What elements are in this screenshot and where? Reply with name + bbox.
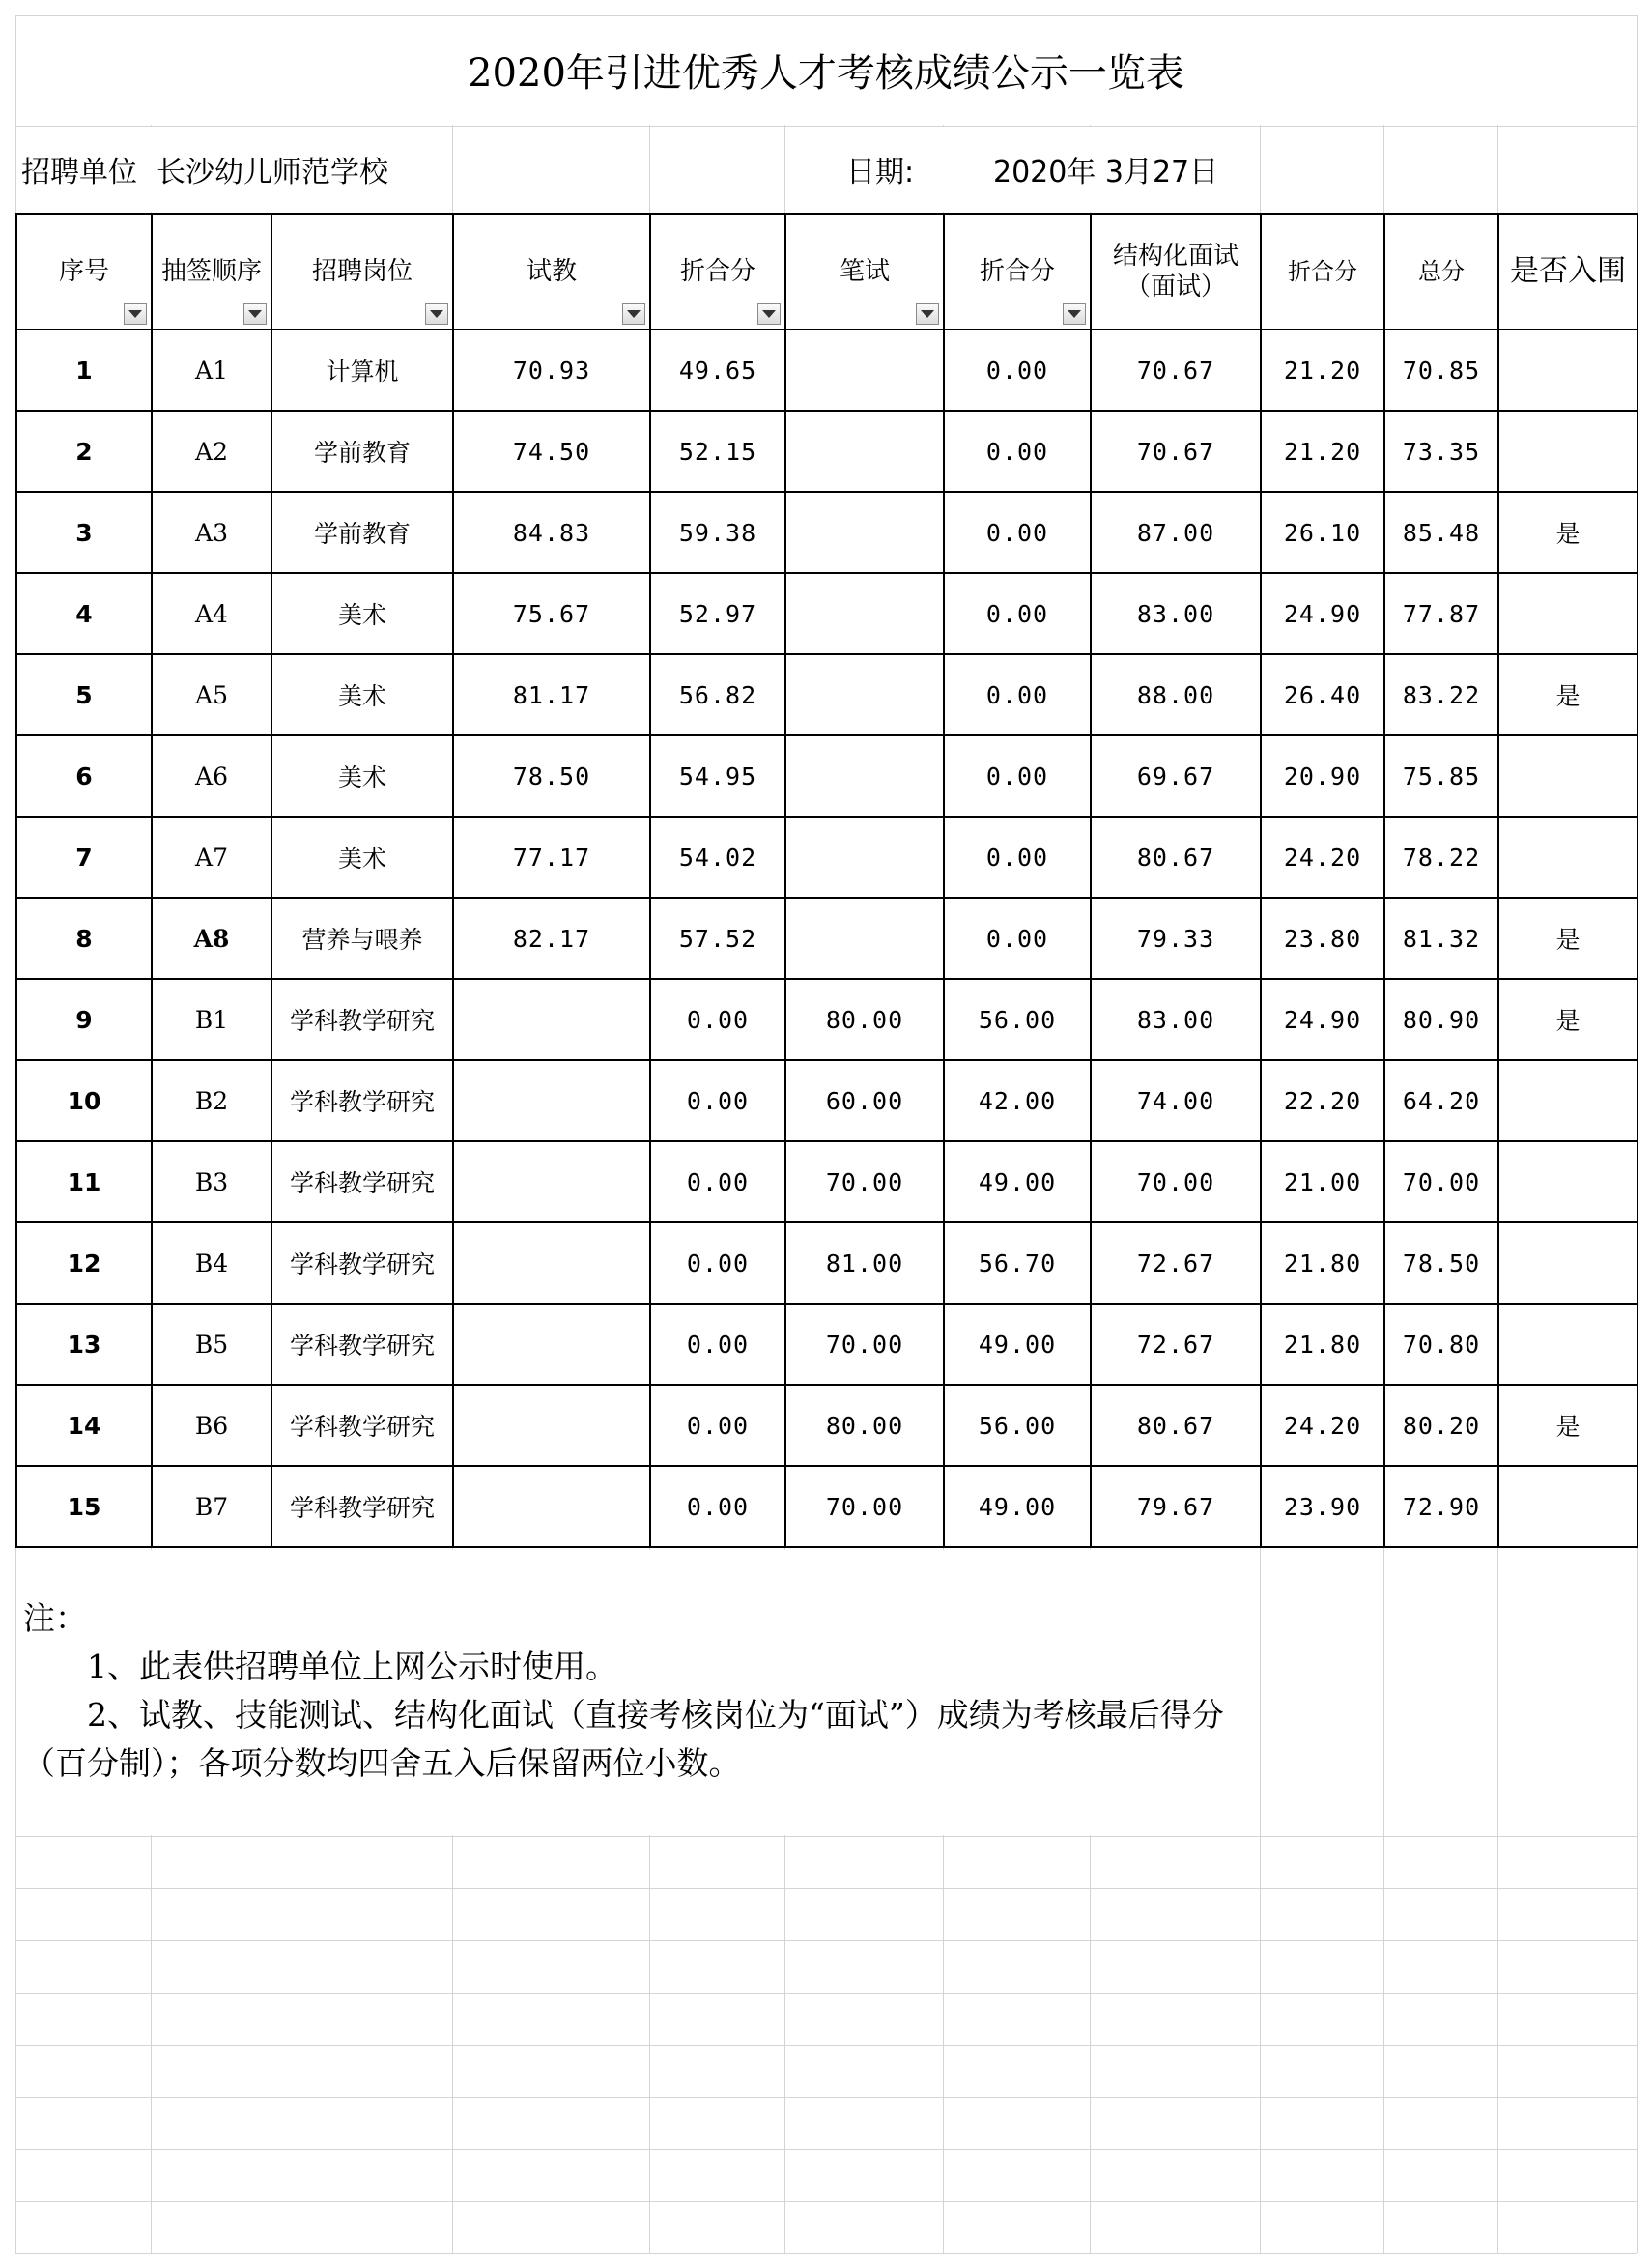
cell-converted-3: 23.90 (1261, 1466, 1384, 1547)
cell-interview: 70.67 (1091, 330, 1261, 411)
cell-converted-3: 24.20 (1261, 817, 1384, 898)
cell-converted-1: 54.02 (650, 817, 785, 898)
cell-position: 计算机 (271, 330, 453, 411)
cell-written (785, 898, 944, 979)
cell-index: 7 (16, 817, 152, 898)
table-row (16, 1222, 1638, 1304)
cell-draw-order: B7 (152, 1466, 271, 1547)
cell-converted-2: 49.00 (944, 1141, 1091, 1222)
cell-converted-2: 0.00 (944, 817, 1091, 898)
date-value: 2020年 3月27日 (993, 156, 1219, 189)
cell-draw-order: A5 (152, 654, 271, 735)
cell-position: 学前教育 (271, 411, 453, 492)
cell-trial-teaching (453, 1385, 650, 1466)
cell-written: 70.00 (785, 1304, 944, 1385)
cell-interview: 70.67 (1091, 411, 1261, 492)
cell-trial-teaching (453, 1304, 650, 1385)
cell-index: 10 (16, 1060, 152, 1141)
cell-shortlisted (1498, 1222, 1638, 1304)
cell-written (785, 573, 944, 654)
cell-trial-teaching: 82.17 (453, 898, 650, 979)
cell-trial-teaching (453, 979, 650, 1060)
cell-total: 70.00 (1384, 1141, 1498, 1222)
cell-converted-3: 21.80 (1261, 1304, 1384, 1385)
cell-draw-order: A3 (152, 492, 271, 573)
cell-converted-3: 24.90 (1261, 573, 1384, 654)
cell-converted-1: 0.00 (650, 979, 785, 1060)
cell-converted-1: 52.15 (650, 411, 785, 492)
score-table (15, 213, 1638, 1548)
cell-draw-order: B3 (152, 1141, 271, 1222)
cell-converted-1: 52.97 (650, 573, 785, 654)
cell-converted-3: 21.80 (1261, 1222, 1384, 1304)
cell-written (785, 817, 944, 898)
cell-trial-teaching (453, 1466, 650, 1547)
cell-position: 学科教学研究 (271, 1141, 453, 1222)
cell-interview: 74.00 (1091, 1060, 1261, 1141)
cell-converted-3: 21.20 (1261, 330, 1384, 411)
cell-converted-2: 0.00 (944, 573, 1091, 654)
cell-converted-1: 0.00 (650, 1141, 785, 1222)
cell-converted-2: 49.00 (944, 1304, 1091, 1385)
cell-shortlisted (1498, 573, 1638, 654)
cell-written (785, 654, 944, 735)
cell-interview: 70.00 (1091, 1141, 1261, 1222)
page-title: 2020年引进优秀人才考核成绩公示一览表 (468, 50, 1184, 96)
cell-shortlisted (1498, 1304, 1638, 1385)
cell-position: 美术 (271, 654, 453, 735)
cell-total: 70.80 (1384, 1304, 1498, 1385)
cell-shortlisted: 是 (1498, 1385, 1638, 1466)
cell-converted-1: 0.00 (650, 1304, 785, 1385)
cell-draw-order: A4 (152, 573, 271, 654)
cell-converted-3: 24.90 (1261, 979, 1384, 1060)
cell-total: 83.22 (1384, 654, 1498, 735)
cell-shortlisted: 是 (1498, 492, 1638, 573)
cell-shortlisted (1498, 1466, 1638, 1547)
cell-total: 85.48 (1384, 492, 1498, 573)
table-row (16, 654, 1638, 735)
cell-shortlisted: 是 (1498, 979, 1638, 1060)
table-row (16, 1060, 1638, 1141)
cell-trial-teaching (453, 1222, 650, 1304)
cell-index: 3 (16, 492, 152, 573)
cell-index: 6 (16, 735, 152, 817)
cell-converted-3: 21.20 (1261, 411, 1384, 492)
cell-interview: 80.67 (1091, 817, 1261, 898)
col-header-shortlisted: 是否入围 (1498, 214, 1638, 330)
cell-converted-2: 49.00 (944, 1466, 1091, 1547)
cell-shortlisted (1498, 411, 1638, 492)
cell-position: 营养与喂养 (271, 898, 453, 979)
cell-draw-order: B6 (152, 1385, 271, 1466)
cell-converted-1: 57.52 (650, 898, 785, 979)
unit-value: 长沙幼儿师范学校 (157, 156, 388, 189)
cell-total: 80.90 (1384, 979, 1498, 1060)
cell-total: 78.50 (1384, 1222, 1498, 1304)
filter-dropdown-icon[interactable] (243, 303, 267, 325)
cell-index: 4 (16, 573, 152, 654)
cell-converted-2: 0.00 (944, 411, 1091, 492)
table-row (16, 898, 1638, 979)
cell-total: 73.35 (1384, 411, 1498, 492)
cell-converted-1: 54.95 (650, 735, 785, 817)
table-row (16, 1385, 1638, 1466)
table-row (16, 411, 1638, 492)
cell-position: 美术 (271, 573, 453, 654)
col-header-total: 总分 (1384, 214, 1498, 330)
cell-written (785, 492, 944, 573)
cell-position: 学科教学研究 (271, 1060, 453, 1141)
cell-interview: 69.67 (1091, 735, 1261, 817)
cell-draw-order: B4 (152, 1222, 271, 1304)
table-row (16, 1304, 1638, 1385)
cell-converted-1: 0.00 (650, 1466, 785, 1547)
cell-total: 64.20 (1384, 1060, 1498, 1141)
table-row (16, 1141, 1638, 1222)
cell-total: 75.85 (1384, 735, 1498, 817)
cell-shortlisted: 是 (1498, 898, 1638, 979)
cell-trial-teaching: 84.83 (453, 492, 650, 573)
cell-written: 81.00 (785, 1222, 944, 1304)
cell-trial-teaching: 70.93 (453, 330, 650, 411)
cell-written: 80.00 (785, 979, 944, 1060)
cell-draw-order: A6 (152, 735, 271, 817)
date-label: 日期: (846, 156, 915, 189)
cell-interview: 79.67 (1091, 1466, 1261, 1547)
cell-shortlisted (1498, 1060, 1638, 1141)
cell-trial-teaching: 75.67 (453, 573, 650, 654)
cell-index: 14 (16, 1385, 152, 1466)
header-row (16, 214, 1638, 330)
cell-interview: 88.00 (1091, 654, 1261, 735)
cell-converted-3: 22.20 (1261, 1060, 1384, 1141)
cell-draw-order: B2 (152, 1060, 271, 1141)
table-row (16, 817, 1638, 898)
col-header-draw-order: 抽签顺序 (152, 214, 271, 330)
cell-interview: 72.67 (1091, 1304, 1261, 1385)
cell-shortlisted (1498, 1141, 1638, 1222)
cell-position: 学科教学研究 (271, 1222, 453, 1304)
cell-draw-order: A8 (152, 898, 271, 979)
cell-shortlisted (1498, 735, 1638, 817)
cell-shortlisted: 是 (1498, 654, 1638, 735)
cell-converted-3: 26.10 (1261, 492, 1384, 573)
filter-dropdown-icon[interactable] (757, 303, 781, 325)
filter-dropdown-icon[interactable] (124, 303, 147, 325)
cell-written (785, 330, 944, 411)
filter-dropdown-icon[interactable] (1063, 303, 1086, 325)
notes-heading: 注： (23, 1599, 87, 1637)
cell-converted-2: 0.00 (944, 898, 1091, 979)
cell-converted-3: 20.90 (1261, 735, 1384, 817)
cell-converted-2: 56.70 (944, 1222, 1091, 1304)
cell-index: 15 (16, 1466, 152, 1547)
cell-position: 学科教学研究 (271, 1304, 453, 1385)
table-row (16, 330, 1638, 411)
col-header-interview: 结构化面试 （面试） (1091, 214, 1261, 330)
cell-converted-2: 0.00 (944, 492, 1091, 573)
cell-trial-teaching: 77.17 (453, 817, 650, 898)
cell-converted-1: 56.82 (650, 654, 785, 735)
cell-converted-2: 56.00 (944, 1385, 1091, 1466)
filter-dropdown-icon[interactable] (425, 303, 448, 325)
cell-converted-2: 0.00 (944, 735, 1091, 817)
cell-converted-1: 49.65 (650, 330, 785, 411)
cell-trial-teaching: 78.50 (453, 735, 650, 817)
col-header-written: 笔试 (785, 214, 944, 330)
table-row (16, 1466, 1638, 1547)
filter-dropdown-icon[interactable] (916, 303, 939, 325)
cell-written: 80.00 (785, 1385, 944, 1466)
cell-position: 美术 (271, 735, 453, 817)
cell-total: 80.20 (1384, 1385, 1498, 1466)
cell-index: 8 (16, 898, 152, 979)
cell-trial-teaching: 81.17 (453, 654, 650, 735)
cell-interview: 72.67 (1091, 1222, 1261, 1304)
cell-index: 5 (16, 654, 152, 735)
cell-written: 70.00 (785, 1466, 944, 1547)
cell-draw-order: B5 (152, 1304, 271, 1385)
note-line-2: 2、试教、技能测试、结构化面试（直接考核岗位为“面试”）成绩为考核最后得分（百分制）；各项分数均四舍五入后保留两位小数。 (23, 1696, 1224, 1782)
cell-converted-1: 0.00 (650, 1222, 785, 1304)
cell-total: 77.87 (1384, 573, 1498, 654)
notes-section (23, 1594, 1240, 1788)
cell-interview: 83.00 (1091, 979, 1261, 1060)
table-row (16, 979, 1638, 1060)
cell-draw-order: B1 (152, 979, 271, 1060)
cell-total: 78.22 (1384, 817, 1498, 898)
cell-index: 11 (16, 1141, 152, 1222)
cell-index: 1 (16, 330, 152, 411)
cell-converted-2: 42.00 (944, 1060, 1091, 1141)
cell-converted-3: 21.00 (1261, 1141, 1384, 1222)
note-line-1: 1、此表供招聘单位上网公示时使用。 (87, 1648, 617, 1685)
col-header-converted-2: 折合分 (944, 214, 1091, 330)
cell-converted-2: 56.00 (944, 979, 1091, 1060)
cell-trial-teaching: 74.50 (453, 411, 650, 492)
cell-interview: 83.00 (1091, 573, 1261, 654)
col-header-trial-teaching: 试教 (453, 214, 650, 330)
cell-written (785, 411, 944, 492)
cell-total: 81.32 (1384, 898, 1498, 979)
cell-shortlisted (1498, 330, 1638, 411)
cell-position: 学科教学研究 (271, 1385, 453, 1466)
cell-total: 72.90 (1384, 1466, 1498, 1547)
table-row (16, 735, 1638, 817)
col-header-index: 序号 (16, 214, 152, 330)
cell-shortlisted (1498, 817, 1638, 898)
cell-interview: 80.67 (1091, 1385, 1261, 1466)
cell-written (785, 735, 944, 817)
cell-index: 2 (16, 411, 152, 492)
cell-converted-1: 0.00 (650, 1060, 785, 1141)
cell-converted-2: 0.00 (944, 654, 1091, 735)
filter-dropdown-icon[interactable] (622, 303, 645, 325)
col-header-converted-1: 折合分 (650, 214, 785, 330)
cell-converted-3: 24.20 (1261, 1385, 1384, 1466)
cell-draw-order: A2 (152, 411, 271, 492)
cell-converted-1: 59.38 (650, 492, 785, 573)
cell-position: 学科教学研究 (271, 1466, 453, 1547)
cell-draw-order: A7 (152, 817, 271, 898)
cell-converted-3: 26.40 (1261, 654, 1384, 735)
col-header-position: 招聘岗位 (271, 214, 453, 330)
cell-index: 12 (16, 1222, 152, 1304)
cell-written: 60.00 (785, 1060, 944, 1141)
cell-converted-2: 0.00 (944, 330, 1091, 411)
cell-trial-teaching (453, 1060, 650, 1141)
cell-position: 学前教育 (271, 492, 453, 573)
cell-total: 70.85 (1384, 330, 1498, 411)
unit-label: 招聘单位 (21, 156, 137, 189)
table-row (16, 573, 1638, 654)
cell-converted-1: 0.00 (650, 1385, 785, 1466)
cell-interview: 79.33 (1091, 898, 1261, 979)
cell-position: 学科教学研究 (271, 979, 453, 1060)
cell-index: 9 (16, 979, 152, 1060)
cell-position: 美术 (271, 817, 453, 898)
cell-converted-3: 23.80 (1261, 898, 1384, 979)
table-row (16, 492, 1638, 573)
cell-written: 70.00 (785, 1141, 944, 1222)
cell-draw-order: A1 (152, 330, 271, 411)
cell-interview: 87.00 (1091, 492, 1261, 573)
cell-index: 13 (16, 1304, 152, 1385)
col-header-converted-3: 折合分 (1261, 214, 1384, 330)
cell-trial-teaching (453, 1141, 650, 1222)
